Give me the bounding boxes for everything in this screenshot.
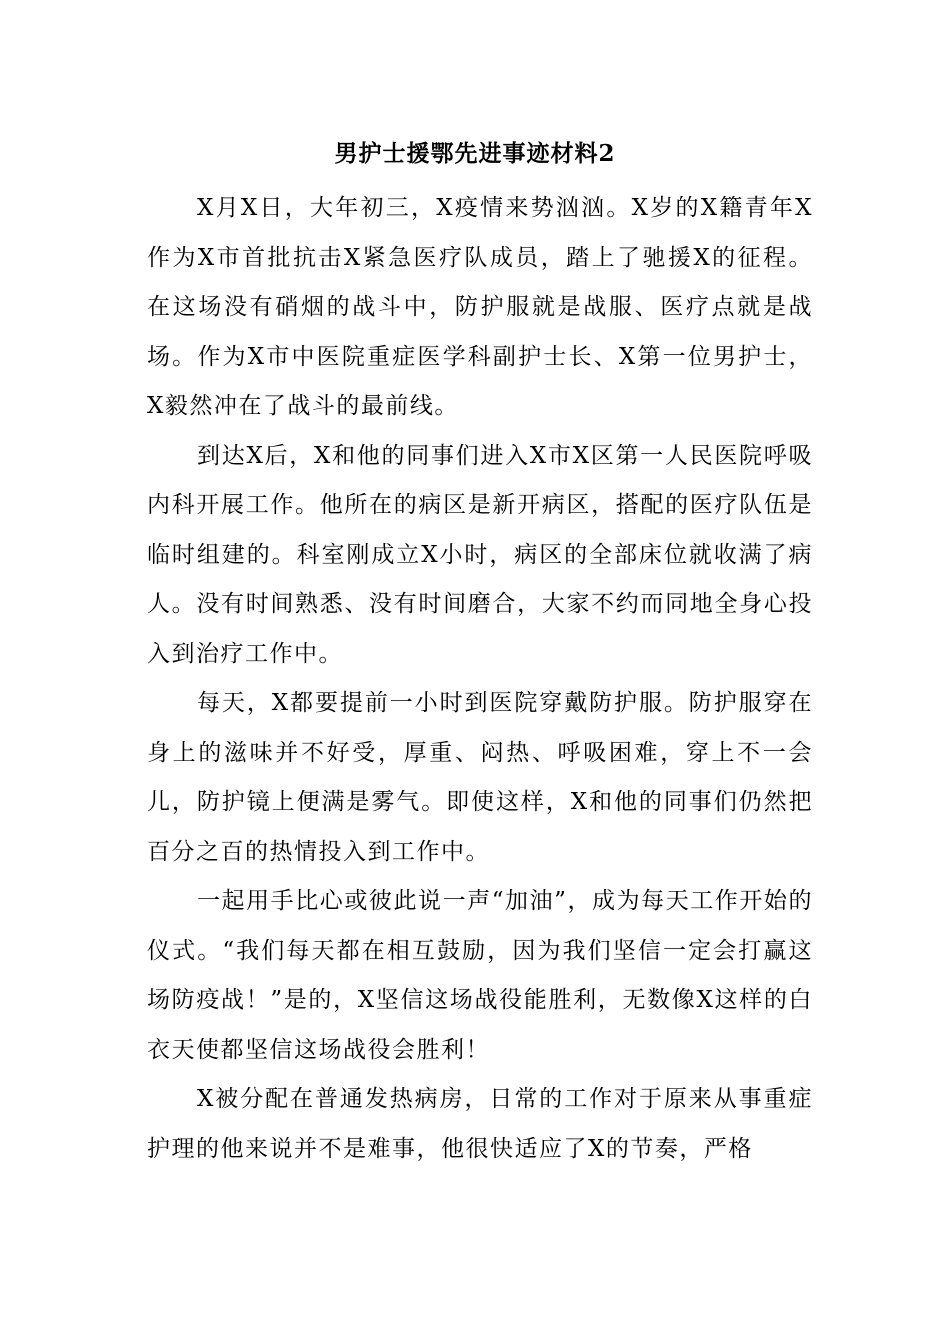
- paragraph-3: 每天，X都要提前一小时到医院穿戴防护服。防护服穿在身上的滋味并不好受，厚重、闷热、呼吸困难，穿上不一会儿，防护镜上便满是雾气。即使这样，X和他的同事们仍然把百分之百的热情投入到工作中。: [147, 690, 813, 865]
- paragraph-1: X月X日，大年初三，X疫情来势汹汹。X岁的X籍青年X作为X市首批抗击X紧急医疗队成员，踏上了驰援X的征程。在这场没有硝烟的战斗中，防护服就是战服、医疗点就是战场。作为X市中医院重症医学科副护士长、X第一位男护士，X毅然冲在了战斗的最前线。: [147, 195, 813, 419]
- document-body: [147, 184, 813, 1174]
- paragraph-2: 到达X后，X和他的同事们进入X市X区第一人民医院呼吸内科开展工作。他所在的病区是新开病区，搭配的医疗队伍是临时组建的。科室刚成立X小时，病区的全部床位就收满了病人。没有时间熟悉、没有时间磨合，大家不约而同地全身心投入到治疗工作中。: [147, 442, 813, 667]
- document-title: 男护士援鄂先进事迹材料2: [334, 140, 616, 167]
- paragraph-5: X被分配在普通发热病房，日常的工作对于原来从事重症护理的他来说并不是难事，他很快适应了X的节奏，严格: [147, 1086, 813, 1162]
- paragraph-4: 一起用手比心或彼此说一声“加油”，成为每天工作开始的仪式。“我们每天都在相互鼓励，因为我们坚信一定会打赢这场防疫战！”是的，X坚信这场战役能胜利，无数像X这样的白衣天使都坚信这场战役会胜利！: [147, 888, 813, 1063]
